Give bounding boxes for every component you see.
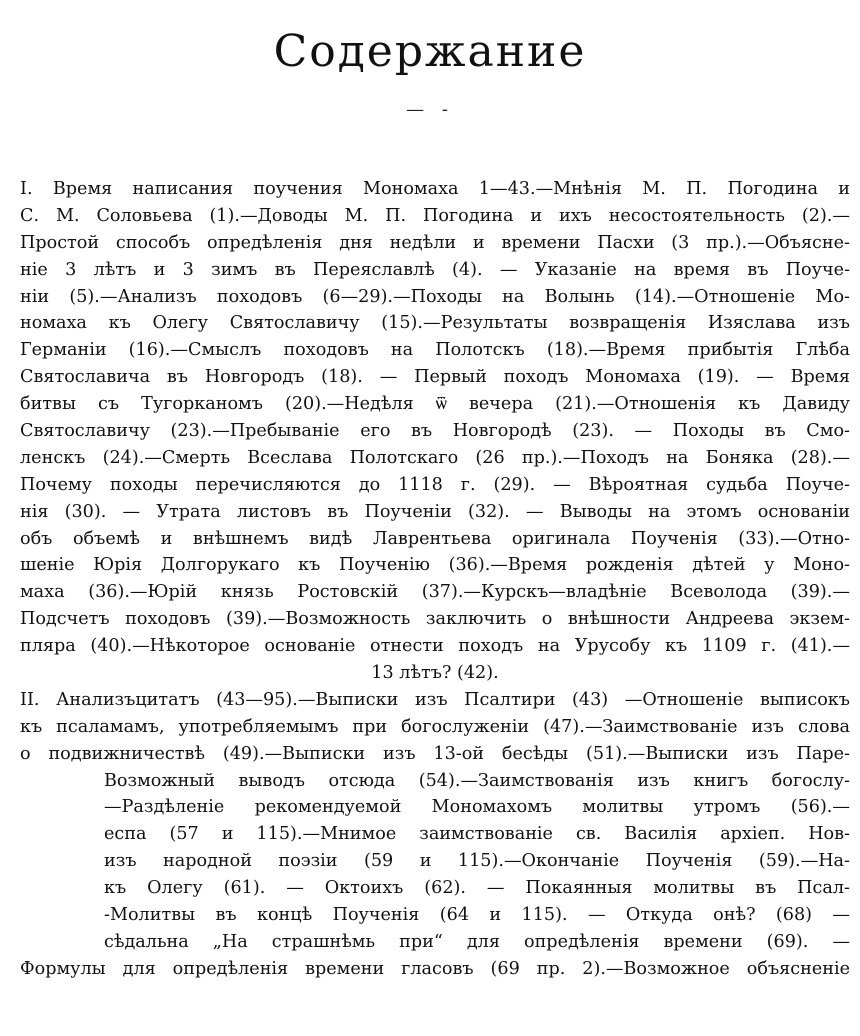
text-line: маха (36).—Юрій князь Ростовскій (37).—Курскъ—владѣніе Всеволода (39).— — [20, 582, 850, 603]
text-line: Почему походы перечисляются до 1118 г. (29). — Вѣроятная судьба Поуче- — [20, 474, 850, 495]
text-line: Германіи (16).—Смыслъ походовъ на Полотскъ (18).—Время прибытія Глѣба — [20, 340, 850, 361]
text-line: Возможный выводъ отсюда (54).—Заимствованія изъ книгъ богослу- — [104, 770, 850, 791]
text-line: ленскъ (24).—Смерть Всеслава Полотскаго (26 пр.).—Походъ на Боняка (28).— — [20, 447, 850, 468]
text-line: къ Олегу (61). — Октоихъ (62). — Покаянныя молитвы въ Псал- — [104, 878, 850, 899]
text-line: Святославичу (23).—Пребываніе его въ Новгородѣ (23). — Походы въ Смо- — [20, 421, 850, 442]
text-line: Подсчетъ походовъ (39).—Возможность заключить о внѣшности Андреева экзем- — [20, 609, 850, 630]
text-line: I. Время написания поучения Мономаха 1—43.—Мнѣнія М. П. Погодина и — [20, 179, 850, 199]
text-line: —Раздѣленіе рекомендуемой Мономахомъ молитвы утромъ (56).— — [104, 797, 850, 818]
text-line: объ объемѣ и внѣшнемъ видѣ Лаврентьева оригинала Поученія (33).—Отно- — [20, 528, 850, 549]
text-line: ніи (5).—Анализъ походовъ (6—29).—Походы на Волынь (14).—Отношеніе Мо- — [20, 286, 850, 307]
contents-text — [20, 176, 850, 983]
text-line: 13 лѣтъ? (42). — [371, 663, 499, 684]
text-line: къ псаламамъ, употребляемымъ при богослуженіи (47).—Заимствованіе изъ слова — [20, 716, 850, 737]
text-line: номаха къ Олегу Святославичу (15).—Результаты возвращенія Изяслава изъ — [20, 313, 850, 334]
page-title: Содержание — [273, 26, 587, 77]
text-line: изъ народной поэзіи (59 и 115).—Окончаніе Поученія (59).—На- — [104, 851, 850, 872]
text-line: Простой способъ опредѣленія дня недѣли и времени Пасхи (3 пр.).—Объясне- — [20, 232, 850, 253]
text-line: Святославича въ Новгородъ (18). — Первый походъ Мономаха (19). — Время — [20, 367, 850, 388]
text-line: ніе 3 лѣтъ и 3 зимъ въ Переяславлѣ (4). — Указаніе на время въ Поуче- — [20, 259, 850, 280]
text-line: еспа (57 и 115).—Мнимое заимствованіе св. Василія архіеп. Нов- — [104, 824, 850, 845]
text-line: -Молитвы въ концѣ Поученія (64 и 115). — Откуда онѣ? (68) — — [104, 905, 850, 926]
text-line: битвы съ Тугорканомъ (20).—Недѣля ѿ вечера (21).—Отношенія къ Давиду — [20, 394, 850, 415]
text-line: II. Анализъцитатъ (43—95).—Выписки изъ Псалтири (43) —Отношеніе выписокъ — [20, 689, 850, 710]
text-line: шеніе Юрія Долгорукаго къ Поученію (36).—Время рожденія дѣтей у Моно- — [20, 555, 850, 576]
text-line: нія (30). — Утрата листовъ въ Поученіи (32). — Выводы на этомъ основаніи — [20, 501, 850, 522]
text-line: С. М. Соловьева (1).—Доводы М. П. Погодина и ихъ несостоятельность (2).— — [20, 205, 850, 226]
text-line: Формулы для опредѣленія времени гласовъ (69 пр. 2).—Возможное объясненіе — [20, 958, 850, 979]
title-ornament: — - — [406, 99, 454, 120]
text-line: пляра (40).—Нѣкоторое основаніе отнести походъ на Урусобу къ 1109 г. (41).— — [20, 636, 850, 657]
text-line: о подвижничествѣ (49).—Выписки изъ 13-ой бесѣды (51).—Выписки изъ Паре- — [20, 743, 850, 764]
text-line: сѣдальна „На страшнѣмь при“ для опредѣленія времени (69). — — [104, 931, 850, 952]
